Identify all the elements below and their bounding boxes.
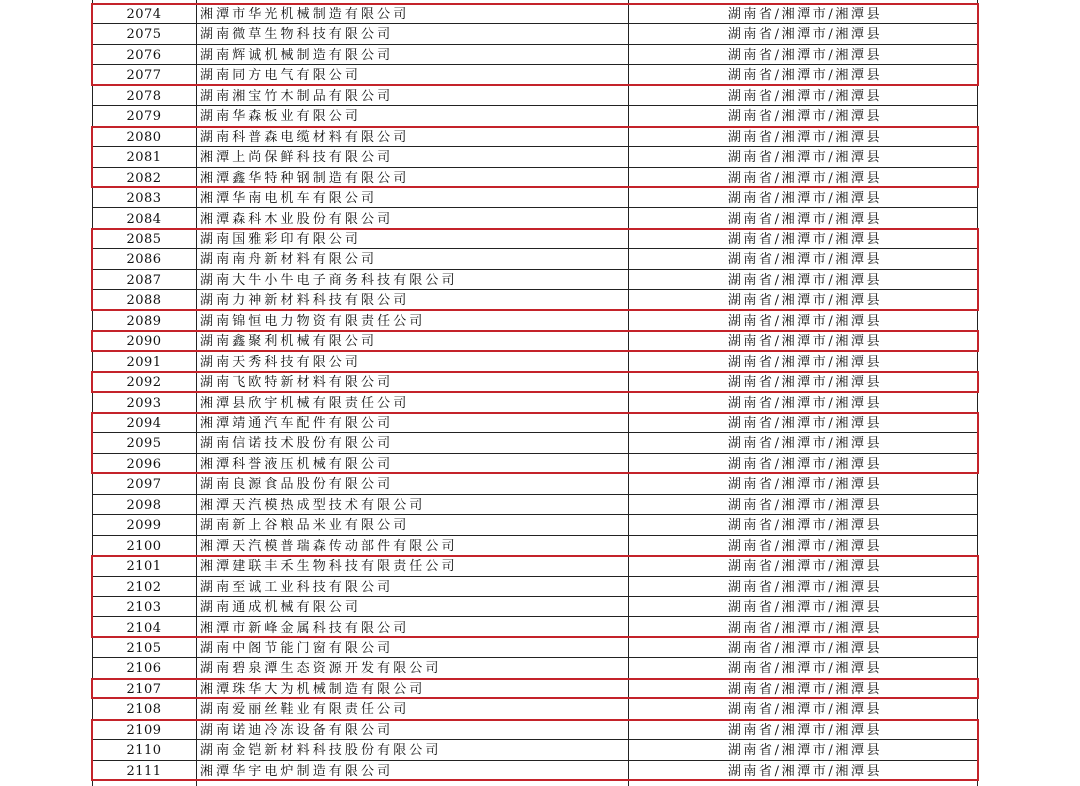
region-cell: 湖南省/湘潭市/湘潭县	[727, 272, 883, 288]
table-row	[92, 679, 978, 699]
company-name: 湖南金铠新材料科技股份有限公司	[200, 743, 442, 759]
table-row	[92, 45, 978, 65]
table-border-left	[92, 0, 93, 786]
region-cell: 湖南省/湘潭市/湘潭县	[727, 559, 883, 575]
row-number: 2101	[126, 559, 162, 575]
region-cell: 湖南省/湘潭市/湘潭县	[727, 68, 883, 84]
company-name: 湖南国雅彩印有限公司	[200, 231, 362, 247]
company-name: 湖南科普森电缆材料有限公司	[200, 129, 410, 145]
region-cell: 湖南省/湘潭市/湘潭县	[727, 436, 883, 452]
row-number: 2100	[126, 538, 162, 554]
region-cell: 湖南省/湘潭市/湘潭县	[727, 129, 883, 145]
company-list-table	[92, 0, 978, 786]
region-cell: 湖南省/湘潭市/湘潭县	[727, 27, 883, 43]
table-row	[92, 556, 978, 576]
region-cell: 湖南省/湘潭市/湘潭县	[727, 722, 883, 738]
row-number: 2094	[126, 416, 162, 431]
company-name: 湖南同方电气有限公司	[200, 68, 362, 84]
table-row	[92, 311, 978, 331]
company-name: 湖南锦恒电力物资有限责任公司	[200, 313, 426, 329]
company-name: 湘潭森科木业股份有限公司	[200, 211, 394, 227]
region-cell: 湖南省/湘潭市/湘潭县	[727, 150, 883, 166]
table-row	[92, 454, 978, 474]
table-row	[92, 536, 978, 556]
table-row	[92, 515, 978, 535]
company-name: 湘潭市华光机械制造有限公司	[200, 7, 410, 22]
region-cell: 湖南省/湘潭市/湘潭县	[727, 518, 883, 534]
table-row	[92, 638, 978, 658]
region-cell: 湖南省/湘潭市/湘潭县	[727, 681, 883, 697]
row-number: 2108	[126, 702, 162, 718]
row-number: 2096	[126, 456, 162, 472]
company-name: 湖南中阁节能门窗有限公司	[200, 640, 394, 656]
company-name: 湖南天秀科技有限公司	[200, 354, 362, 370]
table-row	[92, 127, 978, 147]
region-cell: 湖南省/湘潭市/湘潭县	[727, 313, 883, 329]
company-name: 湖南飞欧特新材料有限公司	[200, 375, 394, 391]
region-cell: 湖南省/湘潭市/湘潭县	[727, 640, 883, 656]
table-row	[92, 433, 978, 453]
row-number: 2092	[126, 375, 162, 391]
row-number: 2110	[126, 743, 162, 759]
region-cell: 湖南省/湘潭市/湘潭县	[727, 88, 883, 104]
table-row	[92, 413, 978, 433]
row-number: 2102	[126, 579, 162, 595]
table-row	[92, 4, 978, 24]
company-name: 湖南南舟新材料有限公司	[200, 252, 378, 268]
table-row	[92, 168, 978, 188]
row-number: 2074	[126, 7, 162, 22]
company-name: 湘潭靖通汽车配件有限公司	[200, 416, 394, 431]
region-cell: 湖南省/湘潭市/湘潭县	[727, 252, 883, 268]
table-row	[92, 393, 978, 413]
table-row	[92, 372, 978, 392]
company-name: 湖南辉诚机械制造有限公司	[200, 47, 394, 63]
row-number: 2111	[126, 763, 162, 779]
company-name: 湘潭珠华大为机械制造有限公司	[200, 681, 426, 697]
company-name: 湘潭鑫华特种钢制造有限公司	[200, 170, 410, 186]
region-cell: 湖南省/湘潭市/湘潭县	[727, 334, 883, 350]
region-cell: 湖南省/湘潭市/湘潭县	[727, 170, 883, 186]
company-name: 湖南湘宝竹木制品有限公司	[200, 88, 394, 104]
region-cell: 湖南省/湘潭市/湘潭县	[727, 354, 883, 370]
region-cell: 湖南省/湘潭市/湘潭县	[727, 109, 883, 125]
region-cell: 湖南省/湘潭市/湘潭县	[727, 7, 883, 22]
company-name: 湘潭县欣宇机械有限责任公司	[200, 395, 410, 411]
company-name: 湘潭天汽模热成型技术有限公司	[200, 497, 426, 513]
company-name: 湘潭科誉液压机械有限公司	[200, 456, 394, 472]
row-number: 2085	[126, 231, 162, 247]
table-row	[92, 474, 978, 494]
region-cell: 湖南省/湘潭市/湘潭县	[727, 477, 883, 493]
table-row	[92, 699, 978, 719]
table-row	[92, 331, 978, 351]
row-number: 2088	[126, 293, 162, 309]
company-name: 湖南新上谷粮品米业有限公司	[200, 518, 410, 534]
region-cell: 湖南省/湘潭市/湘潭县	[727, 293, 883, 309]
company-name: 湖南信诺技术股份有限公司	[200, 436, 394, 452]
row-number: 2098	[126, 497, 162, 513]
region-cell: 湖南省/湘潭市/湘潭县	[727, 743, 883, 759]
row-number: 2106	[126, 661, 162, 677]
table-row	[92, 740, 978, 760]
company-name: 湖南至诚工业科技有限公司	[200, 579, 394, 595]
row-number: 2083	[126, 191, 162, 207]
region-cell: 湖南省/湘潭市/湘潭县	[727, 579, 883, 595]
row-number: 2104	[126, 620, 162, 636]
row-number: 2078	[126, 88, 162, 104]
region-cell: 湖南省/湘潭市/湘潭县	[727, 538, 883, 554]
row-number: 2077	[126, 68, 162, 84]
table-row	[92, 495, 978, 515]
region-cell: 湖南省/湘潭市/湘潭县	[727, 497, 883, 513]
company-name: 湖南碧泉潭生态资源开发有限公司	[200, 661, 442, 677]
table-row	[92, 761, 978, 781]
table-row	[92, 249, 978, 269]
row-number: 2089	[126, 313, 162, 329]
region-cell: 湖南省/湘潭市/湘潭县	[727, 395, 883, 411]
table-row	[92, 658, 978, 678]
table-row	[92, 597, 978, 617]
table-row	[92, 65, 978, 85]
region-cell: 湖南省/湘潭市/湘潭县	[727, 211, 883, 227]
table-row	[92, 352, 978, 372]
row-number: 2087	[126, 272, 162, 288]
company-name: 湖南鑫聚利机械有限公司	[200, 334, 378, 350]
table-row	[92, 270, 978, 290]
region-cell: 湖南省/湘潭市/湘潭县	[727, 600, 883, 616]
row-number: 2103	[126, 600, 162, 616]
column-divider-1	[196, 0, 197, 786]
company-name: 湘潭建联丰禾生物科技有限责任公司	[200, 559, 458, 575]
row-number: 2075	[126, 27, 162, 43]
row-number: 2109	[126, 722, 162, 738]
company-name: 湖南爱丽丝鞋业有限责任公司	[200, 702, 410, 718]
table-row	[92, 147, 978, 167]
company-name: 湖南微草生物科技有限公司	[200, 27, 394, 43]
table-row	[92, 24, 978, 44]
row-number: 2086	[126, 252, 162, 268]
row-number: 2080	[126, 129, 162, 145]
row-number: 2107	[126, 681, 162, 697]
table-row	[92, 577, 978, 597]
table-row	[92, 290, 978, 310]
company-name: 湘潭华宇电炉制造有限公司	[200, 763, 394, 779]
row-number: 2093	[126, 395, 162, 411]
row-number: 2081	[126, 150, 162, 166]
table-row	[92, 720, 978, 740]
row-number: 2082	[126, 170, 162, 186]
region-cell: 湖南省/湘潭市/湘潭县	[727, 231, 883, 247]
region-cell: 湖南省/湘潭市/湘潭县	[727, 416, 883, 431]
row-number: 2105	[126, 640, 162, 656]
column-divider-2	[628, 0, 629, 786]
row-number: 2076	[126, 47, 162, 63]
row-number: 2090	[126, 334, 162, 350]
table-row	[92, 106, 978, 126]
company-name: 湘潭华南电机车有限公司	[200, 191, 378, 207]
region-cell: 湖南省/湘潭市/湘潭县	[727, 702, 883, 718]
row-number: 2095	[126, 436, 162, 452]
company-name: 湖南良源食品股份有限公司	[200, 477, 394, 493]
region-cell: 湖南省/湘潭市/湘潭县	[727, 191, 883, 207]
region-cell: 湖南省/湘潭市/湘潭县	[727, 620, 883, 636]
row-number: 2097	[126, 477, 162, 493]
table-border-right	[977, 0, 978, 786]
row-number: 2079	[126, 109, 162, 125]
region-cell: 湖南省/湘潭市/湘潭县	[727, 661, 883, 677]
company-name: 湘潭上尚保鲜科技有限公司	[200, 150, 394, 166]
row-number: 2091	[126, 354, 162, 370]
table-row	[92, 188, 978, 208]
company-name: 湖南诺迪冷冻设备有限公司	[200, 722, 394, 738]
company-name: 湖南华森板业有限公司	[200, 109, 362, 125]
company-name: 湖南力神新材料科技有限公司	[200, 293, 410, 309]
table-row	[92, 209, 978, 229]
region-cell: 湖南省/湘潭市/湘潭县	[727, 456, 883, 472]
company-name: 湖南大牛小牛电子商务科技有限公司	[200, 272, 458, 288]
row-number: 2084	[126, 211, 162, 227]
region-cell: 湖南省/湘潭市/湘潭县	[727, 375, 883, 391]
company-name: 湘潭市新峰金属科技有限公司	[200, 620, 410, 636]
company-name: 湖南通成机械有限公司	[200, 600, 362, 616]
table-row	[92, 229, 978, 249]
row-number: 2099	[126, 518, 162, 534]
company-name: 湘潭天汽模普瑞森传动部件有限公司	[200, 538, 458, 554]
region-cell: 湖南省/湘潭市/湘潭县	[727, 47, 883, 63]
table-row	[92, 86, 978, 106]
table-row	[92, 618, 978, 638]
region-cell: 湖南省/湘潭市/湘潭县	[727, 763, 883, 779]
